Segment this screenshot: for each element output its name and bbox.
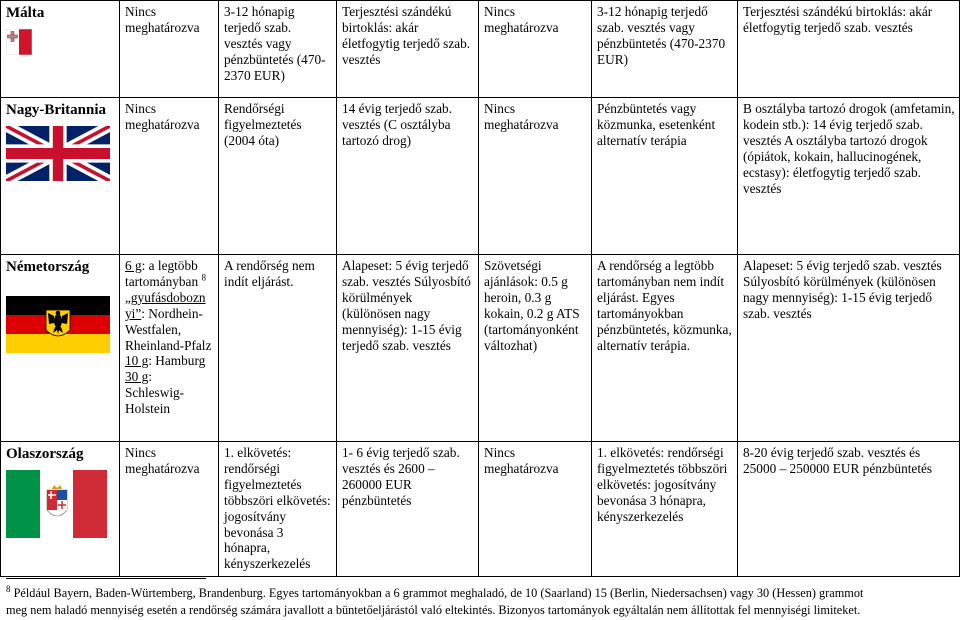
country-name: Málta — [6, 5, 45, 21]
cell: A rendőrség a legtöbb tartományban nem indít eljárást. Egyes tartományokban pénzbüntetés, közmunka, alternatív terápia. — [592, 255, 738, 442]
cell: Nincs meghatározva — [479, 442, 592, 577]
country-cell — [1, 1, 120, 98]
cell: 1- 6 évig terjedő szab. vesztés és 2600 – 260000 EUR pénzbüntetés — [337, 442, 479, 577]
cell: Pénzbüntetés vagy közmunka, esetenként alternatív terápia — [592, 98, 738, 255]
cell: Alapeset: 5 évig terjedő szab. vesztés Súlyosbító körülmények (különösen nagy mennyiség): 1-15 évig terjedő szab. vesztés — [337, 255, 479, 442]
threshold-amount: 30 g — [125, 369, 149, 385]
italy-naval-flag-icon — [6, 470, 107, 538]
threshold-regions: : Nordhein-Westfalen, Rheinland-Pfalz — [125, 305, 212, 353]
cell: 3-12 hónapig terjedő szab. vesztés vagy pénzbüntetés (470-2370 EUR) — [219, 1, 337, 98]
cell: 14 évig terjedő szab. vesztés (C osztályba tartozó drog) — [337, 98, 479, 255]
country-name: Nagy-Britannia — [6, 102, 107, 118]
footnote-ref: 8 — [201, 272, 206, 283]
footnote — [6, 585, 958, 619]
cell: A rendőrség nem indít eljárást. — [219, 255, 337, 442]
cell: Nincs meghatározva — [479, 1, 592, 98]
cell: Rendőrségi figyelmeztetés (2004 óta) — [219, 98, 337, 255]
country-cell — [1, 98, 120, 255]
cell: 3-12 hónapig terjedő szab. vesztés vagy pénzbüntetés (470-2370 EUR) — [592, 1, 738, 98]
cell: 8-20 évig terjedő szab. vesztés és 25000 – 250000 EUR pénzbüntetés — [738, 442, 960, 577]
cell: 1. elkövetés: rendőrségi figyelmeztetés többszöri elkövetés: jogosítvány bevonása 3 hónapra, kényszerkezelés — [592, 442, 738, 577]
cell: Terjesztési szándékú birtoklás: akár életfogytig terjedő szab. vesztés — [738, 1, 960, 98]
table-row — [1, 442, 960, 577]
country-cell — [1, 442, 120, 577]
threshold-region: : Schleswig-Holstein — [125, 369, 185, 417]
threshold-cell — [120, 255, 219, 442]
cell: 1. elkövetés: rendőrségi figyelmeztetés többszöri elkövetés: jogosítvány bevonása 3 hónapra, kényszerkezelés — [219, 442, 337, 577]
country-name: Olaszország — [6, 446, 84, 462]
threshold-amount: 10 g — [125, 353, 149, 369]
table-row — [1, 98, 960, 255]
footnote-text: Például Bayern, Baden-Würtemberg, Brandenburg. Egyes tartományokban a 6 grammot meghaladó, de 10 (Saarland) 15 (Berlin, Niedersachsen) vagy 30 (Hessen) grammot — [13, 586, 864, 600]
union-jack-flag-icon — [6, 126, 110, 181]
threshold-region: : Hamburg — [148, 353, 206, 369]
country-name: Németország — [6, 259, 90, 275]
cell: Szövetségi ajánlások: 0.5 g heroin, 0.3 g kokain, 0.2 g ATS (tartományonként változhat) — [479, 255, 592, 442]
threshold-amount: 6 g — [125, 258, 142, 273]
country-cell — [1, 255, 120, 442]
footnote-line: meg nem haladó mennyiség esetén a rendőrség számára javallott a büntetőeljárástól való eltekintés. Bizonyos tartományok egyáltalán nem állítottak fel mennyiségi limiteket. — [6, 603, 861, 617]
table-row — [1, 255, 960, 442]
cell: Nincs meghatározva — [479, 98, 592, 255]
cell: Nincs meghatározva — [120, 442, 219, 577]
table-row — [1, 1, 960, 98]
footnote-line — [6, 585, 958, 602]
threshold-quote: „gyufásdobozn yi” — [125, 289, 206, 321]
germany-eagle-flag-icon — [6, 296, 110, 353]
cell: Nincs meghatározva — [120, 98, 219, 255]
threshold-text: : a legtöbb tartományban — [125, 258, 199, 289]
cell: B osztályba tartozó drogok (amfetamin, kodein stb.): 14 évig terjedő szab. vesztés A osztályba tartozó drogok (ópiátok, kokain, hallucinogének, ecstasy): életfogytig terjedő szab. vesztés — [738, 98, 960, 255]
malta-flag-icon — [6, 29, 32, 55]
footnote-separator — [6, 578, 206, 579]
cell: Terjesztési szándékú birtoklás: akár életfogytig terjedő szab. vesztés — [337, 1, 479, 98]
cell: Nincs meghatározva — [120, 1, 219, 98]
cell: Alapeset: 5 évig terjedő szab. vesztés Súlyosbító körülmények (különösen nagy mennyiség): 1-15 évig terjedő szab. vesztés — [738, 255, 960, 442]
footnote-number: 8 — [6, 583, 11, 594]
